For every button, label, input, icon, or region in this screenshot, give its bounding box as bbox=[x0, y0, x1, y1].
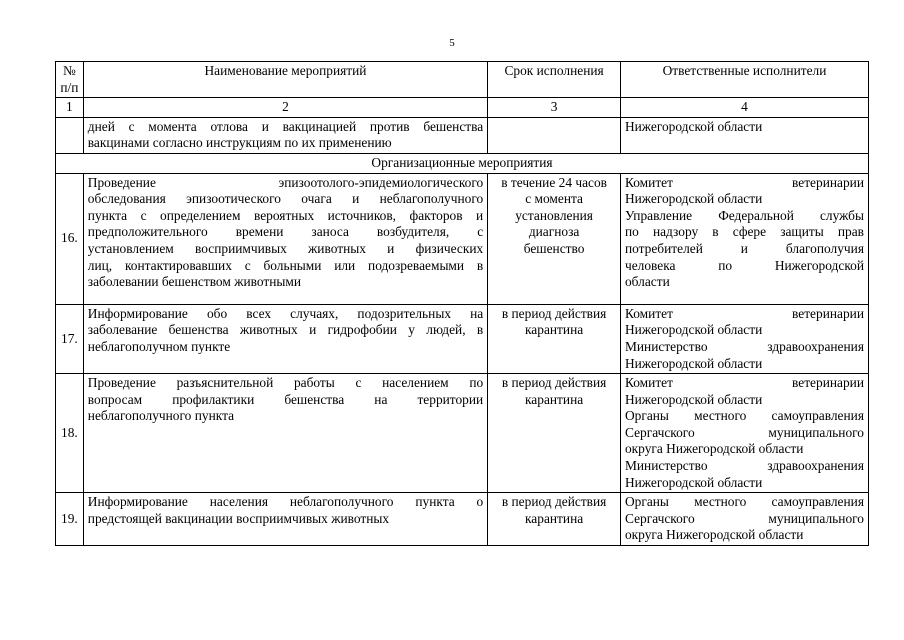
name-line: заболевание бешенства животных и гидрофобии у людей, в bbox=[87, 322, 484, 338]
section-row bbox=[56, 153, 869, 173]
row-term-cell bbox=[488, 304, 621, 373]
column-number: 3 bbox=[488, 98, 621, 118]
executor-line: Нижегородской области bbox=[624, 118, 763, 134]
executor-line: Министерство здравоохранения bbox=[624, 338, 864, 354]
row-executors-cell bbox=[620, 493, 868, 546]
name-line: пункта с определением вероятных источников, факторов и bbox=[87, 207, 484, 223]
term-line: установления bbox=[515, 207, 593, 223]
executor-line: Министерство здравоохранения bbox=[624, 458, 864, 474]
name-line: обследования эпизоотического очага и неблагополучного bbox=[87, 191, 484, 207]
row-term-cell bbox=[488, 493, 621, 546]
name-line: предстоящей вакцинации восприимчивых животных bbox=[87, 510, 390, 526]
measures-table bbox=[55, 61, 869, 546]
row-num-cell bbox=[56, 117, 84, 153]
section-title: Организационные мероприятия bbox=[56, 153, 869, 173]
term-line: в период действия bbox=[501, 375, 607, 391]
header-term: Срок исполнения bbox=[488, 62, 621, 98]
name-line: Проведение разъяснительной работы с населением по bbox=[87, 375, 484, 391]
row-name-cell bbox=[83, 117, 487, 153]
header-num-line: п/п bbox=[60, 79, 79, 95]
executor-line: Комитет ветеринарии bbox=[624, 305, 864, 321]
row-num-cell: 16. bbox=[56, 173, 84, 304]
table-row bbox=[56, 173, 869, 304]
name-line: предположительного времени заноса возбудителя, с bbox=[87, 224, 484, 240]
column-number: 2 bbox=[83, 98, 487, 118]
executor-line: Комитет ветеринарии bbox=[624, 375, 864, 391]
row-num-cell: 18. bbox=[56, 374, 84, 493]
table-row bbox=[56, 374, 869, 493]
column-number: 4 bbox=[620, 98, 868, 118]
name-line: неблагополучном пункте bbox=[87, 338, 231, 354]
column-numbers-row bbox=[56, 98, 869, 118]
executor-line: Сергачского муниципального bbox=[624, 510, 864, 526]
executor-line: Органы местного самоуправления bbox=[624, 494, 864, 510]
term-line: в период действия bbox=[501, 494, 607, 510]
executor-line: области bbox=[624, 274, 670, 290]
table-row bbox=[56, 493, 869, 546]
term-line: бешенство bbox=[523, 240, 585, 256]
executor-line: Нижегородской области bbox=[624, 474, 763, 490]
name-line: Проведение эпизоотолого-эпидемиологического bbox=[87, 174, 484, 190]
row-executors-cell bbox=[620, 374, 868, 493]
row-term-cell bbox=[488, 374, 621, 493]
header-name: Наименование мероприятий bbox=[83, 62, 487, 98]
row-name-cell bbox=[83, 304, 487, 373]
row-name-cell bbox=[83, 493, 487, 546]
executor-line: Нижегородской области bbox=[624, 191, 763, 207]
row-term-cell bbox=[488, 173, 621, 304]
executor-line: Нижегородской области bbox=[624, 391, 763, 407]
name-line: заболевании бешенством животными bbox=[87, 274, 302, 290]
name-line: Информирование населения неблагополучного пункта о bbox=[87, 494, 484, 510]
term-line: карантина bbox=[525, 322, 584, 338]
term-line: карантина bbox=[525, 510, 584, 526]
page-number: 5 bbox=[449, 37, 455, 49]
executor-line: Комитет ветеринарии bbox=[624, 174, 864, 190]
name-line: неблагополучного пункта bbox=[87, 408, 235, 424]
row-name-cell bbox=[83, 173, 487, 304]
term-line: в течение 24 часов bbox=[501, 174, 607, 190]
executor-line: округа Нижегородской области bbox=[624, 527, 804, 543]
executor-line: по надзору в сфере защиты прав bbox=[624, 224, 864, 240]
header-num-line: № bbox=[63, 63, 76, 78]
header-num bbox=[56, 62, 84, 98]
row-name-cell bbox=[83, 374, 487, 493]
executor-line: Нижегородской области bbox=[624, 322, 763, 338]
executor-line: человека по Нижегородской bbox=[624, 257, 864, 273]
name-line: лиц, контактировавших с больными или подозреваемыми в bbox=[87, 257, 484, 273]
executor-line: Нижегородской области bbox=[624, 355, 763, 371]
name-line: дней с момента отлова и вакцинацией против бешенства bbox=[87, 118, 484, 134]
name-line: вопросам профилактики бешенства на территории bbox=[87, 391, 484, 407]
column-number: 1 bbox=[56, 98, 84, 118]
executor-line: потребителей и благополучия bbox=[624, 240, 864, 256]
executor-line: Управление Федеральной службы bbox=[624, 207, 864, 223]
name-line: Информирование обо всех случаях, подозрительных на bbox=[87, 305, 484, 321]
row-num-cell: 19. bbox=[56, 493, 84, 546]
name-line: установлением восприимчивых животных и физических bbox=[87, 240, 484, 256]
table-row bbox=[56, 117, 869, 153]
row-term-cell bbox=[488, 117, 621, 153]
row-executors-cell bbox=[620, 117, 868, 153]
term-line: с момента bbox=[525, 191, 583, 207]
row-executors-cell bbox=[620, 304, 868, 373]
row-num-cell: 17. bbox=[56, 304, 84, 373]
term-line: диагноза bbox=[528, 224, 580, 240]
header-executors: Ответственные исполнители bbox=[620, 62, 868, 98]
executor-line: округа Нижегородской области bbox=[624, 441, 804, 457]
term-line: в период действия bbox=[501, 305, 607, 321]
table-header-row bbox=[56, 62, 869, 98]
executor-line: Органы местного самоуправления bbox=[624, 408, 864, 424]
name-line: вакцинами согласно инструкциям по их применению bbox=[87, 135, 392, 151]
executor-line: Сергачского муниципального bbox=[624, 424, 864, 440]
table-row bbox=[56, 304, 869, 373]
row-executors-cell bbox=[620, 173, 868, 304]
term-line: карантина bbox=[525, 391, 584, 407]
